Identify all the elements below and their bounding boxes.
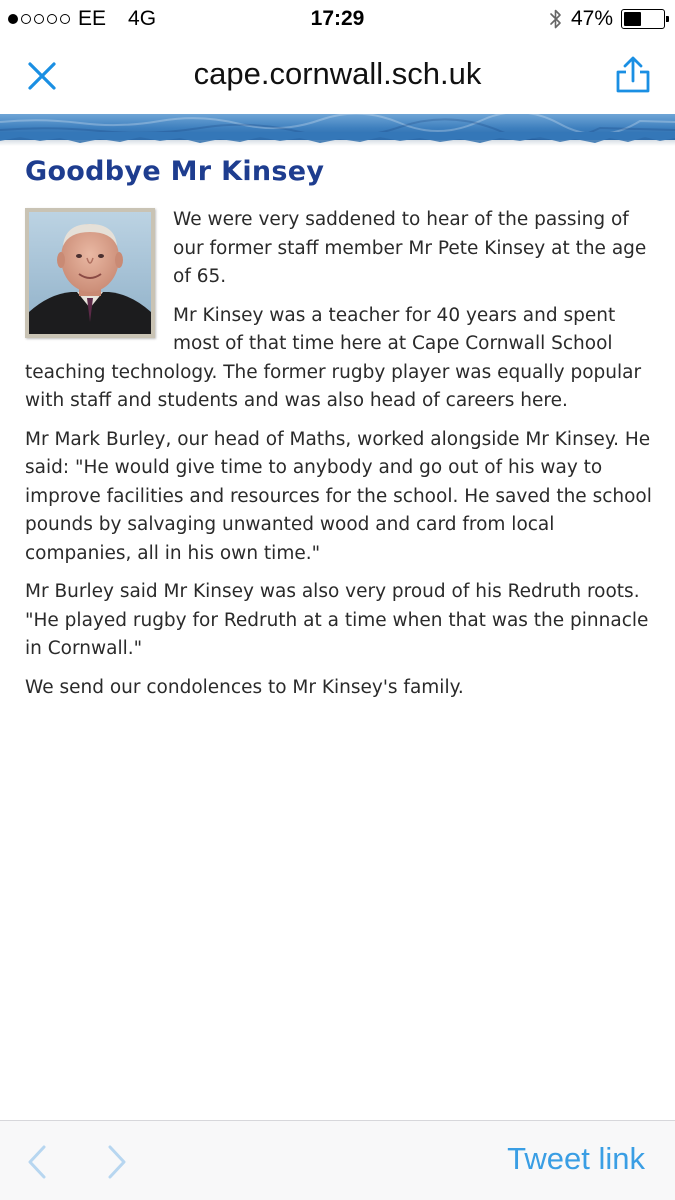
- network-type: 4G: [128, 7, 157, 30]
- url-display[interactable]: cape.cornwall.sch.uk: [193, 56, 482, 91]
- share-button[interactable]: [613, 54, 653, 96]
- bottom-toolbar: [0, 1120, 675, 1200]
- forward-button[interactable]: [102, 1143, 132, 1181]
- battery-cap: [666, 16, 669, 22]
- back-button[interactable]: [22, 1143, 52, 1181]
- article-paragraph: Mr Burley said Mr Kinsey was also very proud of his Redruth roots. "He played rugby for Redruth at a time when that was the pinnacle in Cornwall.": [25, 581, 649, 659]
- article-paragraph: Mr Mark Burley, our head of Maths, worked alongside Mr Kinsey. He said: "He would give time to anybody and go out of his way to improve facilities and resources for the school. He saved the school pounds by salvaging unwanted wood and card from local companies, all in his own time.": [25, 428, 652, 564]
- banner-shadow: [0, 140, 675, 146]
- battery-fill: [624, 12, 641, 26]
- share-icon: [613, 54, 653, 96]
- chevron-right-icon: [102, 1143, 132, 1181]
- status-time: 17:29: [310, 7, 365, 30]
- browser-header: [0, 40, 675, 112]
- status-bar: [0, 0, 675, 38]
- article-paragraph: Mr Kinsey was a teacher for 40 years and spent most of that time here at Cape Cornwall School teaching technology. The former rugby player was equally popular with staff and students and was also head of careers here.: [25, 304, 642, 411]
- article: [25, 152, 663, 712]
- carrier-name: EE: [78, 7, 107, 30]
- battery-icon: [621, 9, 665, 29]
- portrait-photo: [25, 208, 155, 338]
- tweet-link-button[interactable]: Tweet link: [507, 1141, 645, 1176]
- status-right: [549, 7, 665, 31]
- article-paragraph: We were very saddened to hear of the passing of our former staff member Mr Pete Kinsey at the age of 65.: [173, 209, 647, 287]
- article-paragraph: We send our condolences to Mr Kinsey's family.: [25, 676, 464, 698]
- chevron-left-icon: [22, 1143, 52, 1181]
- bluetooth-icon: [549, 8, 563, 30]
- article-title: Goodbye Mr Kinsey: [25, 156, 325, 187]
- portrait-image: [29, 212, 151, 334]
- battery-percent: 47%: [570, 7, 613, 30]
